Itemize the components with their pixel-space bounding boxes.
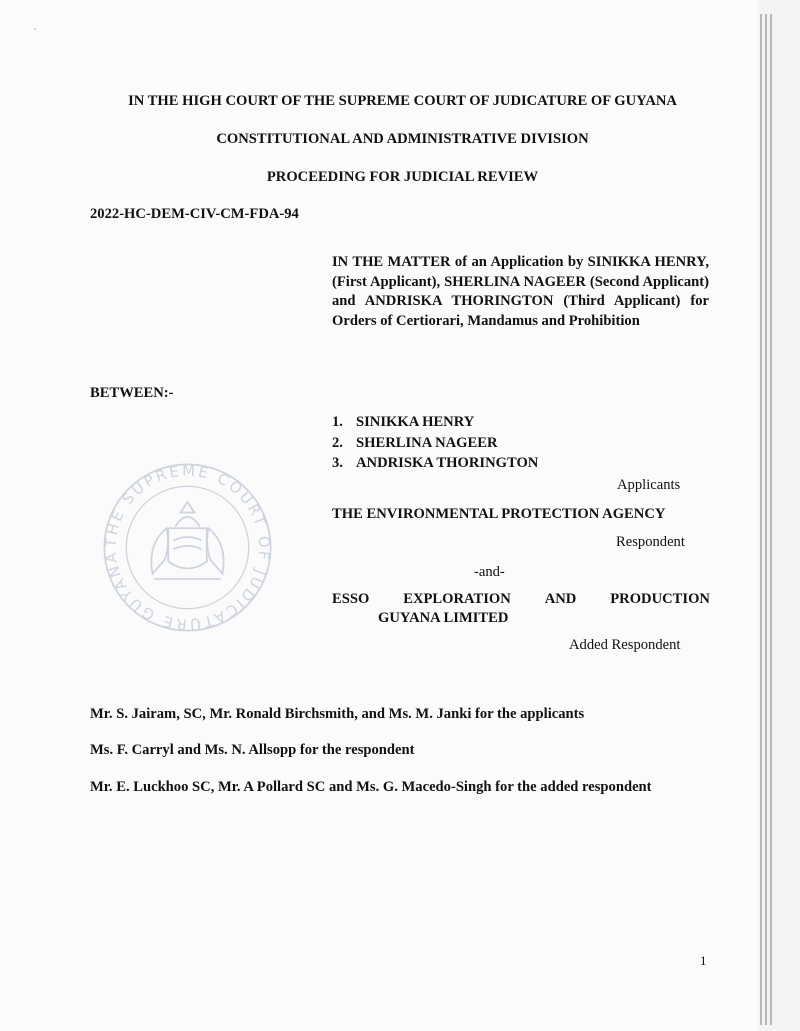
respondent-name: THE ENVIRONMENTAL PROTECTION AGENCY (332, 506, 666, 522)
list-item: 3. ANDRISKA THORINGTON (332, 455, 539, 471)
court-seal-stamp (100, 460, 275, 635)
court-title: IN THE HIGH COURT OF THE SUPREME COURT OF JUDICATURE OF GUYANA (128, 93, 677, 109)
applicants-label: Applicants (617, 477, 681, 493)
list-item: 1. SINIKKA HENRY (332, 414, 475, 430)
and-separator: -and- (474, 564, 505, 580)
list-item: 2. SHERLINA NAGEER (332, 434, 498, 451)
page-edge (758, 0, 800, 1031)
added-respondent-name: ESSO EXPLORATION AND PRODUCTION (332, 591, 710, 607)
scan-speck (34, 28, 36, 30)
proceeding-title: PROCEEDING FOR JUDICIAL REVIEW (266, 169, 539, 185)
division-title: CONSTITUTIONAL AND ADMINISTRATIVE DIVISION (216, 131, 589, 147)
added-respondent-name-line2: GUYANA LIMITED (378, 610, 509, 626)
page-number: 1 (700, 953, 707, 968)
matter-paragraph: IN THE MATTER of an Application by SINIKKA HENRY, (First Applicant), SHERLINA NAGEER (Second Applicant) and ANDRISKA THORINGTON (Third Applicant) for Orders of Certiorari, Mandamus and Prohibition (332, 254, 709, 329)
svg-text:THE SUPREME COURT OF JUDICATUR: THE SUPREME COURT OF JUDICATURE GUYANA (101, 461, 274, 634)
case-number: 2022-HC-DEM-CIV-CM-FDA-94 (90, 206, 299, 222)
added-respondent-label: Added Respondent (569, 637, 681, 653)
respondent-label: Respondent (616, 534, 685, 550)
counsel-applicants: Mr. S. Jairam, SC, Mr. Ronald Birchsmith, and Ms. M. Janki for the applicants (90, 706, 585, 722)
applicants-list (332, 412, 538, 474)
counsel-respondent: Ms. F. Carryl and Ms. N. Allsopp for the respondent (90, 742, 415, 758)
between-label: BETWEEN:- (90, 385, 174, 401)
counsel-added-respondent: Mr. E. Luckhoo SC, Mr. A Pollard SC and Ms. G. Macedo-Singh for the added respondent (90, 779, 652, 795)
